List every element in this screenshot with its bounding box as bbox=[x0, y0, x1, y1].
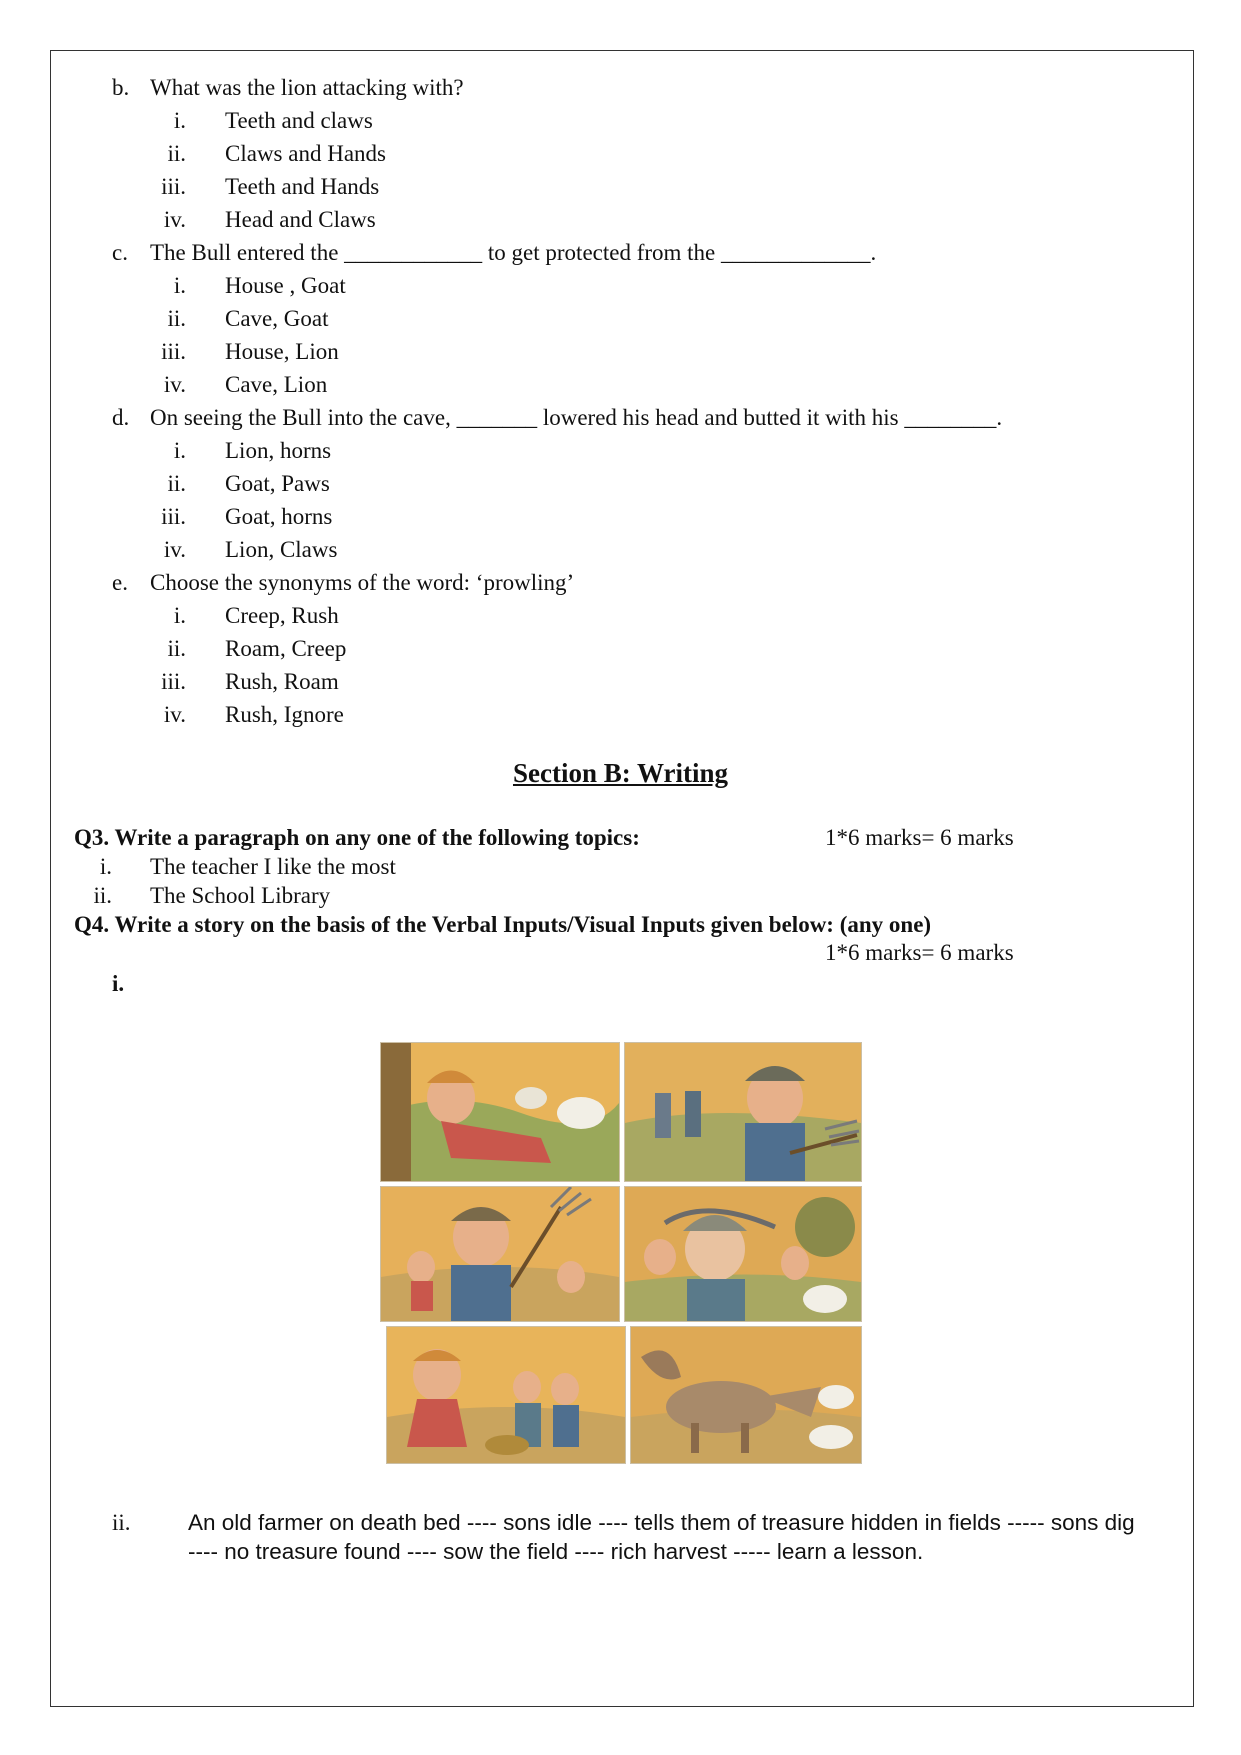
option-number: i. bbox=[173, 108, 186, 133]
option-number: iv. bbox=[163, 702, 186, 727]
farmer-with-pitchfork-illustration bbox=[381, 1187, 619, 1321]
question-text: Choose the synonyms of the word: ‘prowling’ bbox=[150, 570, 575, 595]
topic-number: i. bbox=[99, 854, 112, 879]
option-text: Claws and Hands bbox=[225, 141, 386, 166]
option-number: iv. bbox=[163, 372, 186, 397]
option-number: i. bbox=[173, 603, 186, 628]
option-text: Head and Claws bbox=[225, 207, 376, 232]
option-text: Teeth and Hands bbox=[225, 174, 380, 199]
option-text: Teeth and claws bbox=[225, 108, 373, 133]
topic-number: ii. bbox=[93, 883, 112, 908]
q3-heading: Q3. Write a paragraph on any one of the following topics: bbox=[74, 825, 640, 850]
option-number: i. bbox=[173, 273, 186, 298]
option-text: Lion, horns bbox=[225, 438, 332, 463]
comic-panel-5 bbox=[386, 1326, 626, 1464]
question-label: d. bbox=[112, 405, 130, 430]
option-text: Goat, horns bbox=[225, 504, 333, 529]
comic-panel-4 bbox=[624, 1186, 862, 1322]
comic-panel-3 bbox=[380, 1186, 620, 1322]
question-text: What was the lion attacking with? bbox=[150, 75, 464, 100]
question-label: c. bbox=[112, 240, 128, 265]
comic-panel-1 bbox=[380, 1042, 620, 1182]
topic-text: The teacher I like the most bbox=[150, 854, 396, 879]
option-text: House, Lion bbox=[225, 339, 339, 364]
question-text: The Bull entered the ____________ to get protected from the _____________. bbox=[150, 240, 877, 265]
option-number: iv. bbox=[163, 207, 186, 232]
q3-marks: 1*6 marks= 6 marks bbox=[825, 825, 1014, 850]
option-text: Lion, Claws bbox=[225, 537, 338, 562]
wolf-attacking-sheep-illustration bbox=[631, 1327, 861, 1463]
option-text: Cave, Goat bbox=[225, 306, 329, 331]
comic-panel-6 bbox=[630, 1326, 862, 1464]
option-text: House , Goat bbox=[225, 273, 346, 298]
option-number: iii. bbox=[161, 504, 186, 529]
option-number: ii. bbox=[167, 306, 186, 331]
q4-option-ii-label: ii. bbox=[112, 1510, 131, 1535]
option-number: iv. bbox=[163, 537, 186, 562]
villager-with-pitchfork-illustration bbox=[625, 1043, 861, 1181]
option-number: ii. bbox=[167, 636, 186, 661]
option-text: Creep, Rush bbox=[225, 603, 339, 628]
option-number: iii. bbox=[161, 174, 186, 199]
comic-panel-2 bbox=[624, 1042, 862, 1182]
q4-heading: Q4. Write a story on the basis of the Verbal Inputs/Visual Inputs given below: (any one) bbox=[74, 912, 932, 937]
question-text: On seeing the Bull into the cave, _______ lowered his head and butted it with his ________. bbox=[150, 405, 1003, 430]
option-number: iii. bbox=[161, 669, 186, 694]
option-number: ii. bbox=[167, 471, 186, 496]
question-label: b. bbox=[112, 75, 130, 100]
option-text: Cave, Lion bbox=[225, 372, 328, 397]
option-text: Rush, Roam bbox=[225, 669, 339, 694]
option-text: Roam, Creep bbox=[225, 636, 347, 661]
boy-resting-illustration bbox=[381, 1043, 619, 1181]
option-number: ii. bbox=[167, 141, 186, 166]
option-number: i. bbox=[173, 438, 186, 463]
option-number: iii. bbox=[161, 339, 186, 364]
question-label: e. bbox=[112, 570, 128, 595]
boy-shouting-illustration bbox=[387, 1327, 625, 1463]
q4-marks: 1*6 marks= 6 marks bbox=[825, 940, 1014, 965]
q4-option-i-label: i. bbox=[112, 971, 125, 996]
option-text: Goat, Paws bbox=[225, 471, 330, 496]
option-text: Rush, Ignore bbox=[225, 702, 344, 727]
old-man-with-pickaxe-illustration bbox=[625, 1187, 861, 1321]
story-prompt-line-2: ---- no treasure found ---- sow the field ---- rich harvest ----- learn a lesson. bbox=[188, 1539, 924, 1564]
section-title: Section B: Writing bbox=[512, 758, 728, 788]
story-prompt-line-1: An old farmer on death bed ---- sons idle ---- tells them of treasure hidden in fields ----- sons dig bbox=[188, 1510, 1135, 1535]
topic-text: The School Library bbox=[150, 883, 331, 908]
